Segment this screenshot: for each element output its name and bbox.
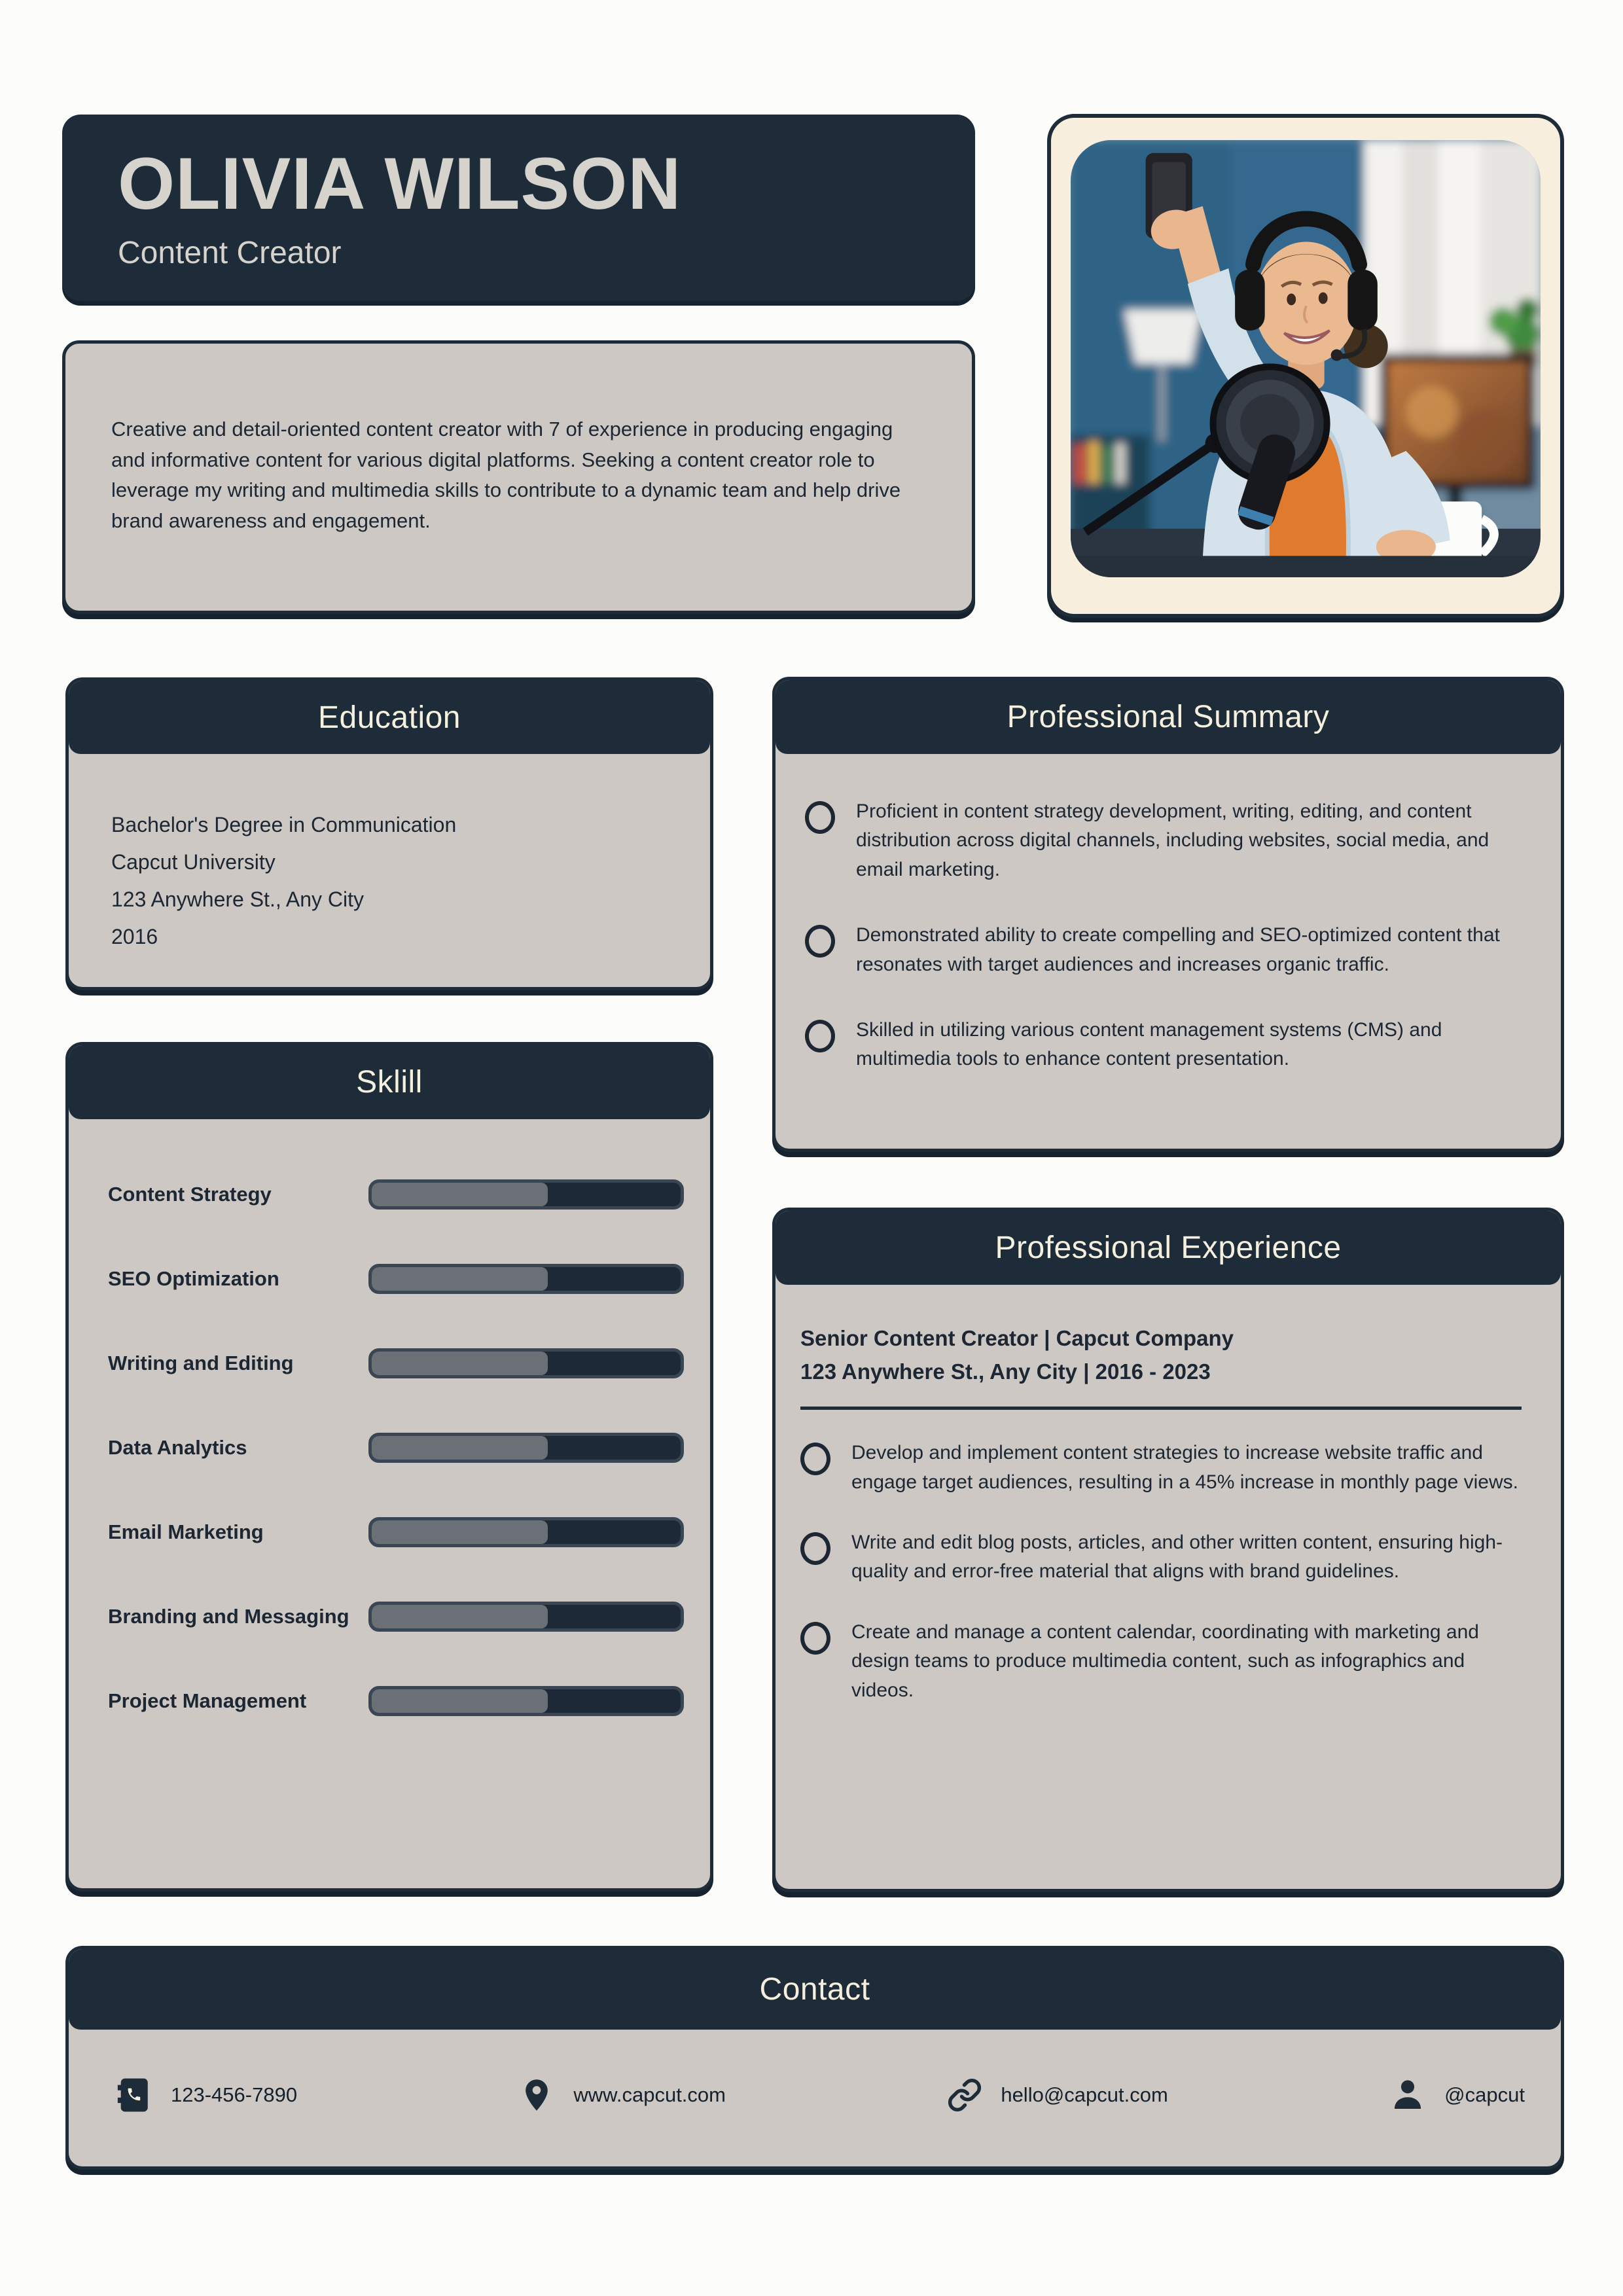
skill-label: Data Analytics xyxy=(108,1435,247,1459)
education-line: Capcut University xyxy=(111,850,276,874)
bullet-text: Develop and implement content strategies to increase website traffic and engage target audiences, resulting in a 45% increase in monthly page views. xyxy=(851,1442,1518,1493)
experience-header-band xyxy=(776,1211,1561,1285)
person-name: OLIVIA WILSON xyxy=(118,142,682,224)
education-section xyxy=(65,677,713,990)
contact-section xyxy=(65,1946,1564,2170)
bullet-item xyxy=(800,1439,1522,1497)
professional-summary-section xyxy=(772,677,1564,1152)
bullet-item xyxy=(800,1528,1522,1587)
skill-bar-fill xyxy=(372,1352,548,1375)
bullet-icon xyxy=(800,1443,830,1475)
contact-header-band xyxy=(69,1949,1561,2030)
skill-bar-fill xyxy=(372,1605,548,1628)
experience-role-line: Senior Content Creator | Capcut Company xyxy=(800,1326,1234,1350)
skill-row xyxy=(108,1574,684,1659)
bullet-text: Demonstrated ability to create compelling and SEO-optimized content that resonates with target audiences and increases organic traffic. xyxy=(856,924,1500,975)
profile-photo-frame xyxy=(1047,114,1564,618)
skill-bar xyxy=(368,1264,684,1294)
contact-item-website xyxy=(518,2077,726,2113)
about-summary-card xyxy=(62,340,975,614)
skill-row xyxy=(108,1490,684,1574)
skill-bar-fill xyxy=(372,1689,548,1713)
skill-label: Branding and Messaging xyxy=(108,1604,349,1628)
contact-item-email xyxy=(947,2077,1168,2113)
bullet-icon xyxy=(805,1020,835,1052)
contact-website-text: www.capcut.com xyxy=(573,2083,726,2106)
skill-bar xyxy=(368,1602,684,1632)
link-icon xyxy=(947,2077,982,2113)
education-header-band xyxy=(69,681,710,754)
bullet-icon xyxy=(800,1622,830,1655)
professional-summary-header-band xyxy=(776,680,1561,754)
profile-photo xyxy=(1071,140,1541,577)
contact-social-text: @capcut xyxy=(1444,2083,1525,2106)
experience-bullets xyxy=(800,1439,1522,1705)
skill-row xyxy=(108,1236,684,1321)
skills-header-band xyxy=(69,1045,710,1119)
bullet-text: Skilled in utilizing various content management systems (CMS) and multimedia tools to enhance content presentation. xyxy=(856,1018,1442,1070)
experience-title: Professional Experience xyxy=(995,1230,1342,1265)
bullet-icon xyxy=(805,801,835,834)
skill-row xyxy=(108,1321,684,1405)
about-summary-text: Creative and detail-oriented content creator with 7 of experience in producing engaging and informative content for various digital platforms. Seeking a content creator role to leverage my writing and multimedia skills to contribute to a dynamic team and help drive brand awareness and engagement. xyxy=(111,418,901,532)
skill-row xyxy=(108,1152,684,1236)
skill-bar-fill xyxy=(372,1183,548,1206)
skills-title: Sklill xyxy=(356,1065,423,1100)
skill-bar-fill xyxy=(372,1436,548,1460)
bullet-item xyxy=(805,1016,1522,1074)
skill-row xyxy=(108,1405,684,1490)
header-banner xyxy=(62,115,975,301)
person-job-title: Content Creator xyxy=(118,235,342,270)
professional-summary-bullets xyxy=(776,754,1561,1074)
skill-bar xyxy=(368,1686,684,1716)
bullet-item xyxy=(800,1618,1522,1705)
experience-meta-line: 123 Anywhere St., Any City | 2016 - 2023 xyxy=(800,1359,1211,1384)
skill-label: Writing and Editing xyxy=(108,1351,294,1374)
skill-label: Content Strategy xyxy=(108,1182,272,1206)
bullet-text: Create and manage a content calendar, coordinating with marketing and design teams to produce multimedia content, such as infographics and videos. xyxy=(851,1621,1479,1701)
skill-label: SEO Optimization xyxy=(108,1266,279,1290)
contact-items xyxy=(69,2030,1561,2161)
skill-bar xyxy=(368,1517,684,1547)
education-title: Education xyxy=(318,700,461,735)
experience-divider xyxy=(800,1407,1522,1410)
contact-email-text: hello@capcut.com xyxy=(1001,2083,1168,2106)
contact-item-social xyxy=(1389,2077,1525,2113)
contact-title: Contact xyxy=(759,1972,870,2007)
education-line: 2016 xyxy=(111,924,158,948)
skill-bar-fill xyxy=(372,1267,548,1291)
user-icon xyxy=(1389,2077,1426,2113)
experience-body xyxy=(776,1285,1561,1705)
professional-summary-title: Professional Summary xyxy=(1007,700,1330,734)
contact-item-phone xyxy=(115,2076,297,2114)
skill-row xyxy=(108,1659,684,1743)
contact-phone-text: 123-456-7890 xyxy=(171,2083,298,2106)
bullet-item xyxy=(805,921,1522,979)
skills-list xyxy=(69,1119,710,1743)
bullet-item xyxy=(805,797,1522,884)
phone-icon xyxy=(115,2076,152,2114)
skill-label: Email Marketing xyxy=(108,1520,264,1543)
education-details xyxy=(69,754,710,956)
bullet-icon xyxy=(805,925,835,958)
bullet-text: Write and edit blog posts, articles, and other written content, ensuring high-quality and error-free material that aligns with brand guidelines. xyxy=(851,1532,1503,1583)
experience-section xyxy=(772,1208,1564,1892)
education-line: Bachelor's Degree in Communication xyxy=(111,813,457,836)
education-line: 123 Anywhere St., Any City xyxy=(111,887,364,911)
skill-bar xyxy=(368,1348,684,1378)
skill-bar xyxy=(368,1179,684,1210)
bullet-icon xyxy=(800,1532,830,1565)
skill-bar-fill xyxy=(372,1520,548,1544)
bullet-text: Proficient in content strategy development, writing, editing, and content distribution across digital channels, including websites, social media, and email marketing. xyxy=(856,800,1489,880)
skills-section xyxy=(65,1042,713,1892)
skill-label: Project Management xyxy=(108,1689,307,1712)
skill-bar xyxy=(368,1433,684,1463)
location-icon xyxy=(518,2077,555,2113)
